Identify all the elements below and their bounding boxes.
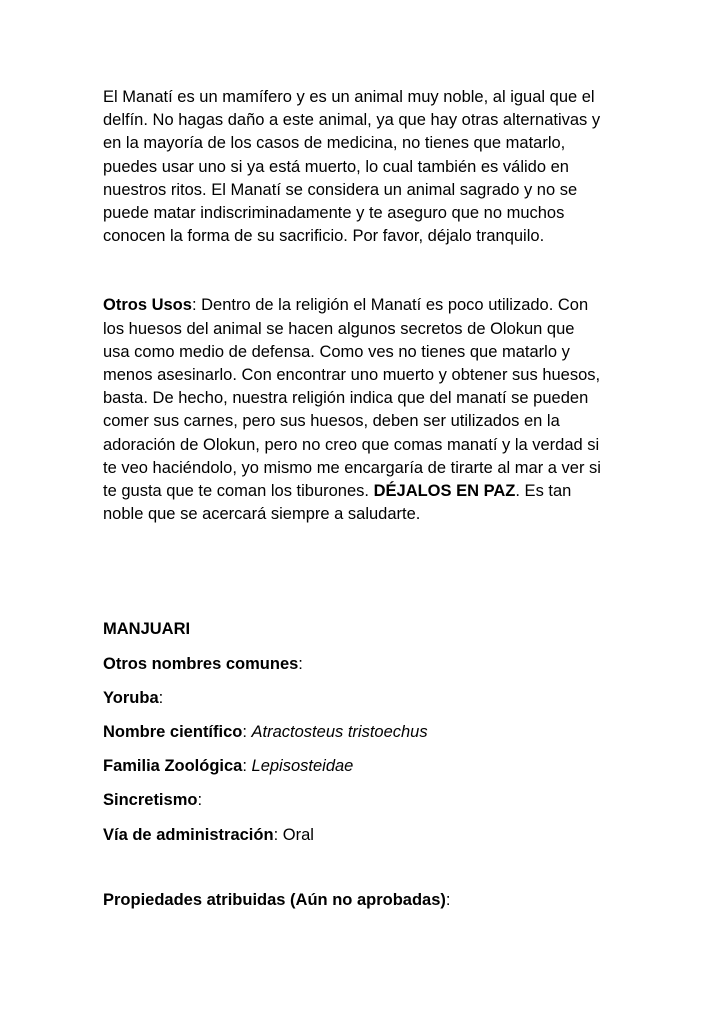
text-line: en la mayoría de los casos de medicina, no tienes que matarlo, [103, 134, 566, 153]
field-colon: : [158, 688, 164, 707]
field-value: Oral [282, 825, 314, 844]
otros-usos-text: : Dentro de la religión el Manatí es poco utilizado. Con [191, 296, 589, 315]
field-colon: : [298, 654, 303, 673]
manjuari-title: MANJUARI [103, 620, 191, 639]
text-line: noble que se acercará siempre a saludarte. [103, 505, 421, 524]
field-nombre-cientifico [103, 721, 628, 744]
field-label: Propiedades atribuidas (Aún no aprobadas) [103, 890, 446, 909]
field-yoruba [103, 687, 628, 710]
field-sincretismo [103, 789, 628, 812]
document-page [103, 86, 628, 912]
text-segment: te gusta que te coman los tiburones. [103, 482, 374, 501]
text-line: te veo haciéndolo, yo mismo me encargaría de tirarte al mar a ver si [103, 458, 601, 477]
otros-usos-paragraph [103, 294, 628, 526]
field-value: Atractosteus tristoechus [251, 723, 428, 742]
text-line: basta. De hecho, nuestra religión indica que del manatí se pueden [103, 389, 589, 408]
text-line: los huesos del animal se hacen algunos secretos de Olokun que [103, 319, 575, 338]
field-colon: : [445, 890, 451, 909]
field-colon: : [197, 791, 203, 810]
field-value: Lepisosteidae [251, 757, 354, 776]
text-line: delfín. No hagas daño a este animal, ya que hay otras alternativas y [103, 111, 601, 130]
otros-usos-label: Otros Usos [103, 296, 192, 315]
field-via-administracion [103, 824, 628, 847]
field-label: Yoruba [103, 688, 159, 707]
field-label: Vía de administración [103, 825, 274, 844]
field-otros-nombres [103, 653, 628, 676]
text-line: puedes usar uno si ya está muerto, lo cual también es válido en [103, 157, 569, 176]
field-label: Familia Zoológica [103, 757, 243, 776]
text-line: El Manatí es un mamífero y es un animal muy noble, al igual que el [103, 88, 595, 106]
text-segment: . Es tan [515, 482, 572, 501]
section-title [103, 618, 628, 641]
text-line: nuestros ritos. El Manatí se considera un animal sagrado y no se [103, 180, 578, 199]
text-line: comer sus carnes, pero sus huesos, deben ser utilizados en la [103, 412, 560, 431]
text-line: menos asesinarlo. Con encontrar uno muerto y obtener sus huesos, [103, 366, 601, 385]
manati-intro-paragraph [103, 86, 628, 248]
text-line [103, 294, 628, 317]
text-line: conocen la forma de su sacrificio. Por favor, déjalo tranquilo. [103, 227, 545, 246]
field-propiedades [103, 889, 628, 912]
text-line: puede matar indiscriminadamente y te aseguro que no muchos [103, 204, 565, 223]
text-line [103, 480, 628, 503]
text-line: adoración de Olokun, pero no creo que comas manatí y la verdad si [103, 435, 600, 454]
field-label: Nombre científico [103, 723, 243, 742]
field-label: Sincretismo [103, 791, 198, 810]
field-colon: : [273, 825, 283, 844]
field-label: Otros nombres comunes [103, 654, 299, 673]
text-line: usa como medio de defensa. Como ves no tienes que matarlo y [103, 342, 570, 361]
field-colon: : [242, 723, 252, 742]
field-familia [103, 755, 628, 778]
emphasis-text: DÉJALOS EN PAZ [373, 482, 516, 501]
field-colon: : [242, 757, 252, 776]
